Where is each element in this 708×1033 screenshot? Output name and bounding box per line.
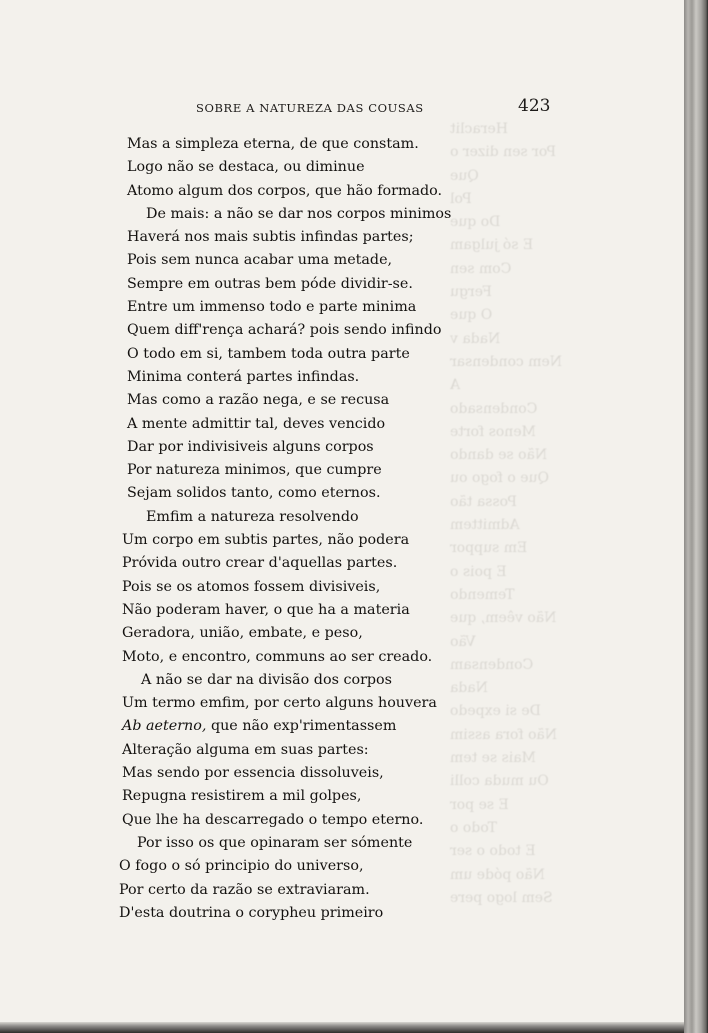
bleed-through-line: Condensam (450, 656, 534, 673)
poem-line: O fogo o só principio do universo, (119, 858, 364, 875)
poem-line: D'esta doutrina o corypheu primeiro (119, 904, 384, 921)
bleed-through-line: Vão (450, 633, 476, 650)
bleed-through-line: Possa tão (450, 493, 517, 510)
poem-line (119, 715, 439, 738)
poem-line: Geradora, união, embate, e peso, (122, 625, 363, 642)
bleed-through-line: Em suppor (450, 540, 528, 557)
poem-line: Pois sem nunca acabar uma metade, (127, 252, 393, 269)
bleed-through-line: Por sen dizer o (450, 144, 557, 161)
poem-line: Entre um immenso todo e parte minima (127, 299, 417, 316)
bleed-through-line: E todo o ser (450, 843, 536, 860)
poem-line: Mas sendo por essencia dissoluveis, (122, 765, 384, 782)
poem-line: Que lhe ha descarregado o tempo eterno. (122, 811, 424, 828)
bleed-through-line: E só julgam (450, 237, 534, 254)
poem-line: Emfim a natureza resolvendo (146, 508, 359, 525)
bleed-through-line: Pol (450, 190, 472, 207)
bleed-through-line: Sem logo pere (450, 889, 553, 906)
bleed-through-line: E pois o (450, 563, 507, 580)
bleed-through-line: Nada v (450, 330, 501, 347)
poem-line: Por isso os que opinaram ser sómente (137, 834, 413, 851)
poem-text (119, 133, 452, 925)
bleed-through-line: Com sen (450, 260, 512, 277)
poem-line: A mente admittir tal, deves vencido (127, 415, 386, 432)
bleed-through-line: Heraclit (450, 121, 508, 137)
poem-line: Próvida outro crear d'aquellas partes. (122, 555, 398, 572)
bleed-through-line: Que (450, 167, 479, 184)
bleed-through-line: De si expedo (450, 703, 541, 720)
poem-line: Mas a simpleza eterna, de que constam. (127, 136, 419, 152)
poem-line: Sempre em outras bem póde dividir-se. (127, 275, 413, 292)
poem-line: Logo não se destaca, ou diminue (127, 159, 365, 176)
poem-italic-phrase: Ab aeterno, (122, 718, 207, 735)
poem-line: Haverá nos mais subtis infindas partes; (127, 229, 414, 246)
poem-line: Dar por indivisiveis alguns corpos (127, 438, 374, 455)
bleed-through-text (450, 118, 680, 910)
bleed-through-line: Admittem (450, 517, 520, 534)
bleed-through-line: Não se dando (450, 447, 548, 464)
bleed-through-line: Nada (450, 680, 488, 697)
bleed-through-line: Nem condensar (450, 353, 563, 370)
poem-line: Repugna resistirem a mil golpes, (122, 788, 362, 805)
poem-line: Não poderam haver, o que ha a materia (122, 601, 410, 618)
bleed-through-line: E se por (450, 796, 509, 813)
poem-line: Moto, e encontro, communs ao ser creado. (122, 648, 433, 665)
bleed-through-line: A (450, 377, 461, 394)
bleed-through-line: Condensado (450, 400, 538, 417)
bleed-through-line: Fergu (450, 284, 492, 301)
page-number: 423 (518, 96, 551, 116)
bleed-through-line: Não fora assim (450, 726, 558, 743)
poem-line: Atomo algum dos corpos, que hão formado. (127, 182, 443, 199)
page-stack-edge (684, 0, 708, 1033)
poem-line: O todo em si, tambem toda outra parte (127, 345, 410, 362)
bleed-through-line: Ou muda colli (450, 773, 549, 790)
running-title: SOBRE A NATUREZA DAS COUSAS (196, 101, 424, 115)
poem-line: A não se dar na divisão dos corpos (141, 671, 392, 688)
poem-line: Pois se os atomos fossem divisiveis, (122, 578, 381, 595)
poem-line: Quem diff'rença achará? pois sendo infindo (127, 322, 442, 339)
bleed-through-line: Não vêem, que (450, 610, 557, 627)
bleed-through-line: Não póde um (450, 866, 545, 883)
poem-line: Um termo emfim, por certo alguns houvera (122, 695, 437, 712)
bleed-through-line: Mais se tem (450, 750, 536, 767)
bleed-through-line: Menos forte (450, 423, 536, 440)
poem-line: Sejam solidos tanto, como eternos. (127, 485, 381, 502)
bleed-through-line: Que o fogo ou (450, 470, 550, 487)
poem-line: Minima conterá partes infindas. (127, 368, 360, 385)
poem-line: Um corpo em subtis partes, não podera (122, 532, 410, 549)
poem-line: Por certo da razão se extraviaram. (119, 881, 370, 898)
bleed-through-line: O que (450, 307, 493, 324)
poem-line: Por natureza minimos, que cumpre (127, 462, 382, 479)
page-bottom-edge (0, 1022, 684, 1033)
poem-line: Mas como a razão nega, e se recusa (127, 392, 390, 409)
bleed-through-line: Do que (450, 214, 501, 231)
bleed-through-line: Temendo (450, 586, 515, 603)
poem-line: Alteração alguma em suas partes: (122, 741, 369, 758)
poem-line-rest: que não exp'rimentassem (206, 718, 397, 735)
poem-line: De mais: a não se dar nos corpos minimos (146, 205, 452, 222)
bleed-through-line: Todo o (450, 819, 497, 836)
